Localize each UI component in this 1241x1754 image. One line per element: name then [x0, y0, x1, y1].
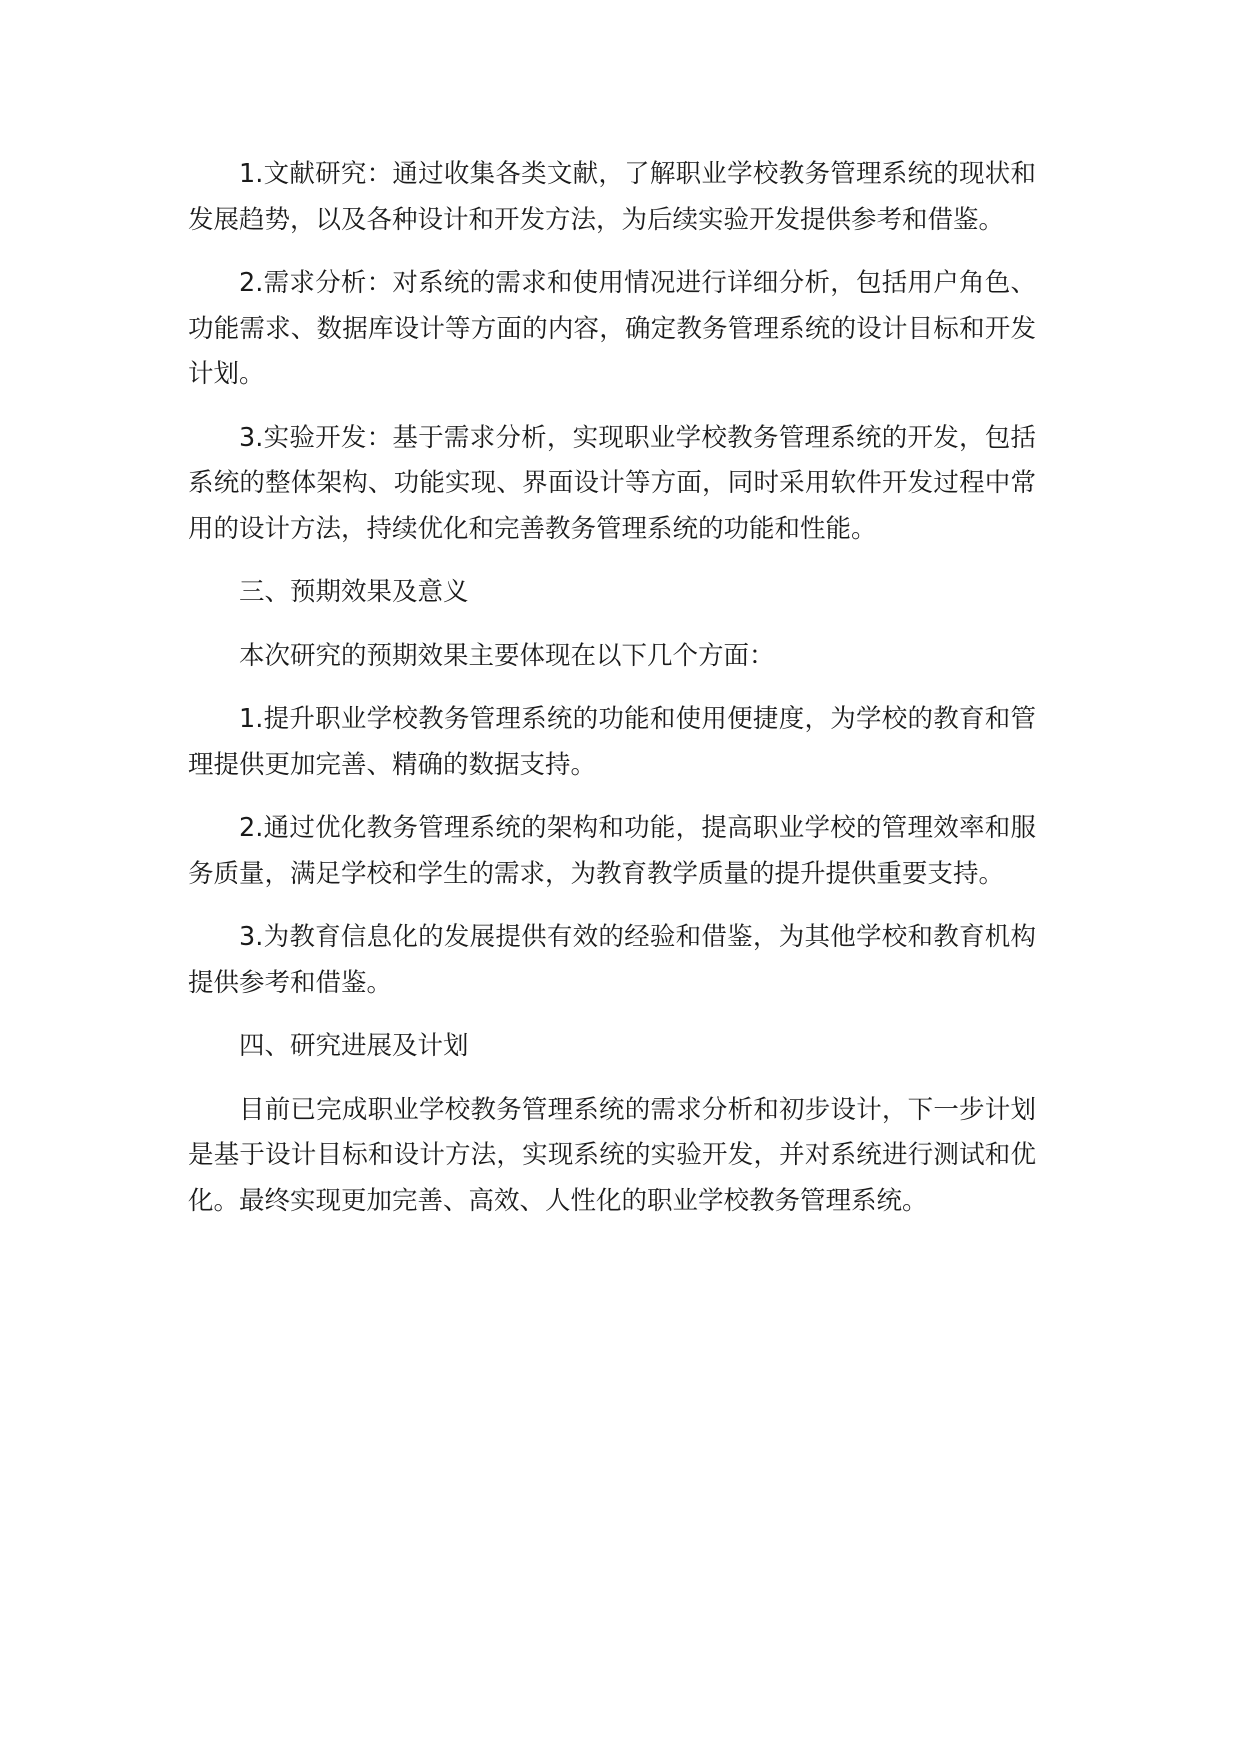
paragraph-effect-2: 2.通过优化教务管理系统的架构和功能，提高职业学校的管理效率和服务质量，满足学校和学生的需求，为教育教学质量的提升提供重要支持。 — [188, 813, 1036, 889]
paragraph-effect-1: 1.提升职业学校教务管理系统的功能和使用便捷度，为学校的教育和管理提供更加完善、精确的数据支持。 — [188, 704, 1036, 780]
section-heading-progress-plan: 四、研究进展及计划 — [239, 1031, 469, 1061]
paragraph-effect-3: 3.为教育信息化的发展提供有效的经验和借鉴，为其他学校和教育机构提供参考和借鉴。 — [188, 922, 1036, 998]
paragraph-literature-research: 1.文献研究：通过收集各类文献，了解职业学校教务管理系统的现状和发展趋势，以及各种设计和开发方法，为后续实验开发提供参考和借鉴。 — [188, 159, 1036, 235]
paragraph-progress-plan: 目前已完成职业学校教务管理系统的需求分析和初步设计，下一步计划是基于设计目标和设计方法，实现系统的实验开发，并对系统进行测试和优化。最终实现更加完善、高效、人性化的职业学校教务管理系统。 — [188, 1094, 1036, 1216]
paragraph-requirements-analysis: 2.需求分析：对系统的需求和使用情况进行详细分析，包括用户角色、功能需求、数据库设计等方面的内容，确定教务管理系统的设计目标和开发计划。 — [188, 268, 1036, 389]
section-heading-expected-effects: 三、预期效果及意义 — [239, 577, 469, 607]
paragraph-experimental-development: 3.实验开发：基于需求分析，实现职业学校教务管理系统的开发，包括系统的整体架构、功能实现、界面设计等方面，同时采用软件开发过程中常用的设计方法，持续优化和完善教务管理系统的功能和性能。 — [188, 422, 1036, 544]
paragraph-expected-effects-intro: 本次研究的预期效果主要体现在以下几个方面： — [239, 640, 775, 671]
document-body — [188, 152, 1036, 1242]
